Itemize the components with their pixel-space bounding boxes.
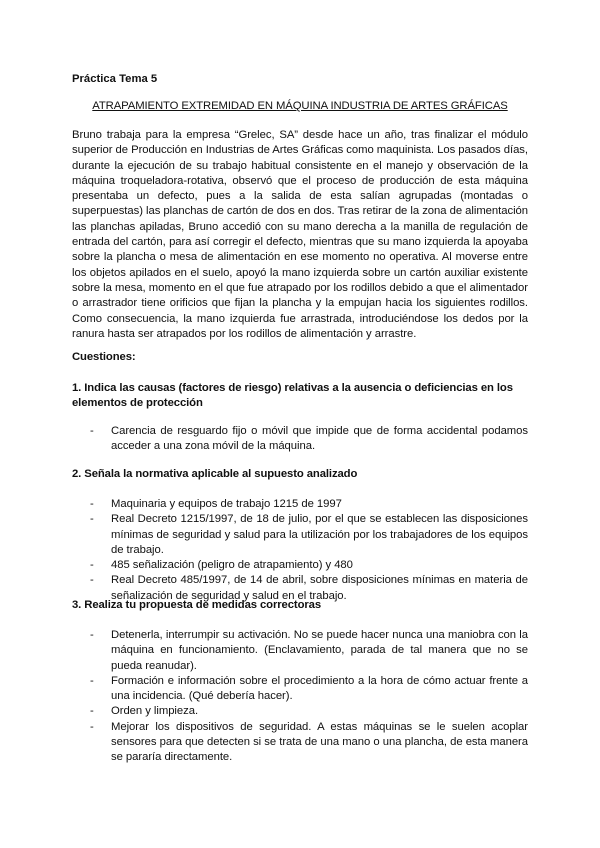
list-item: - Mejorar los dispositivos de seguridad. A estas máquinas se le suelen acoplar sensores para que detecten si se trata de una mano o una plancha, de esta manera se pararía directamente. (72, 720, 528, 766)
document-title: Práctica Tema 5 (72, 73, 158, 85)
list-item: - Detenerla, interrumpir su activación. No se puede hacer nunca una maniobra con la máquina en funcionamiento. (Enclavamiento, parada de tal manera que no se pueda reanudar). (72, 628, 528, 674)
question-1-heading: 1. Indica las causas (factores de riesgo) relativas a la ausencia o deficiencias en los elementos de protección (72, 382, 513, 410)
question-2-answer-list (72, 497, 528, 604)
list-item: - Real Decreto 1215/1997, de 18 de julio, por el que se establecen las disposiciones mínimas de seguridad y salud para la utilización por los trabajadores de los equipos de trabajo. (72, 512, 528, 558)
list-item: - Real Decreto 485/1997, de 14 de abril, sobre disposiciones mínimas en materia de señalización de seguridad y salud en el trabajo. (72, 573, 528, 604)
question-3-answer-list (72, 628, 528, 766)
question-2-heading: 2. Señala la normativa aplicable al supuesto analizado (72, 468, 358, 480)
list-item: - Carencia de resguardo fijo o móvil que impide que de forma accidental podamos acceder a una zona móvil de la máquina. (72, 424, 528, 455)
question-1-answer-list (72, 424, 528, 455)
questions-heading: Cuestiones: (72, 351, 136, 363)
list-item: - Formación e información sobre el procedimiento a la hora de cómo actuar frente a una incidencia. (Qué debería hacer). (72, 674, 528, 705)
list-item: - 485 señalización (peligro de atrapamiento) y 480 (72, 558, 528, 573)
list-item: - Orden y limpieza. (72, 704, 528, 719)
case-subtitle: ATRAPAMIENTO EXTREMIDAD EN MÁQUINA INDUSTRIA DE ARTES GRÁFICAS (92, 100, 508, 112)
question-3-heading: 3. Realiza tu propuesta de medidas correctoras (72, 599, 322, 611)
list-item: - Maquinaria y equipos de trabajo 1215 de 1997 (72, 497, 528, 512)
case-description: Bruno trabaja para la empresa “Grelec, SA” desde hace un año, tras finalizar el módulo superior de Producción en Industrias de Artes Gráficas como maquinista. Los pasados días, durante la ejecución de su trabajo habitual consistente en el manejo y observación de la máquina troqueladora-rotativa, observó que el proceso de producción de esta máquina presentaba un defecto, pues a la salida de esta salían agrupadas (montadas o superpuestas) las planchas de cartón de dos en dos. Tras retirar de la zona de alimentación las planchas apiladas, Bruno accedió con su mano derecha a la manilla de regulación de entrada del cartón, para así corregir el defecto, mientras que su mano izquierda la apoyaba sobre la plancha o mesa de alimentación en ese momento no operativa. Al moverse entre los objetos apilados en el suelo, apoyó la mano izquierda sobre un cartón auxiliar existente sobre la mesa, momento en el que fue atrapado por los rodillos debido a que el alimentador o arrastrador tiene orificios que fijan la plancha y la empujan hacia los siguientes rodillos. Como consecuencia, la mano izquierda fue arrastrada, introduciéndose los dedos por la ranura hasta ser atrapados por los rodillos de alimentación y arrastre. (72, 129, 528, 340)
